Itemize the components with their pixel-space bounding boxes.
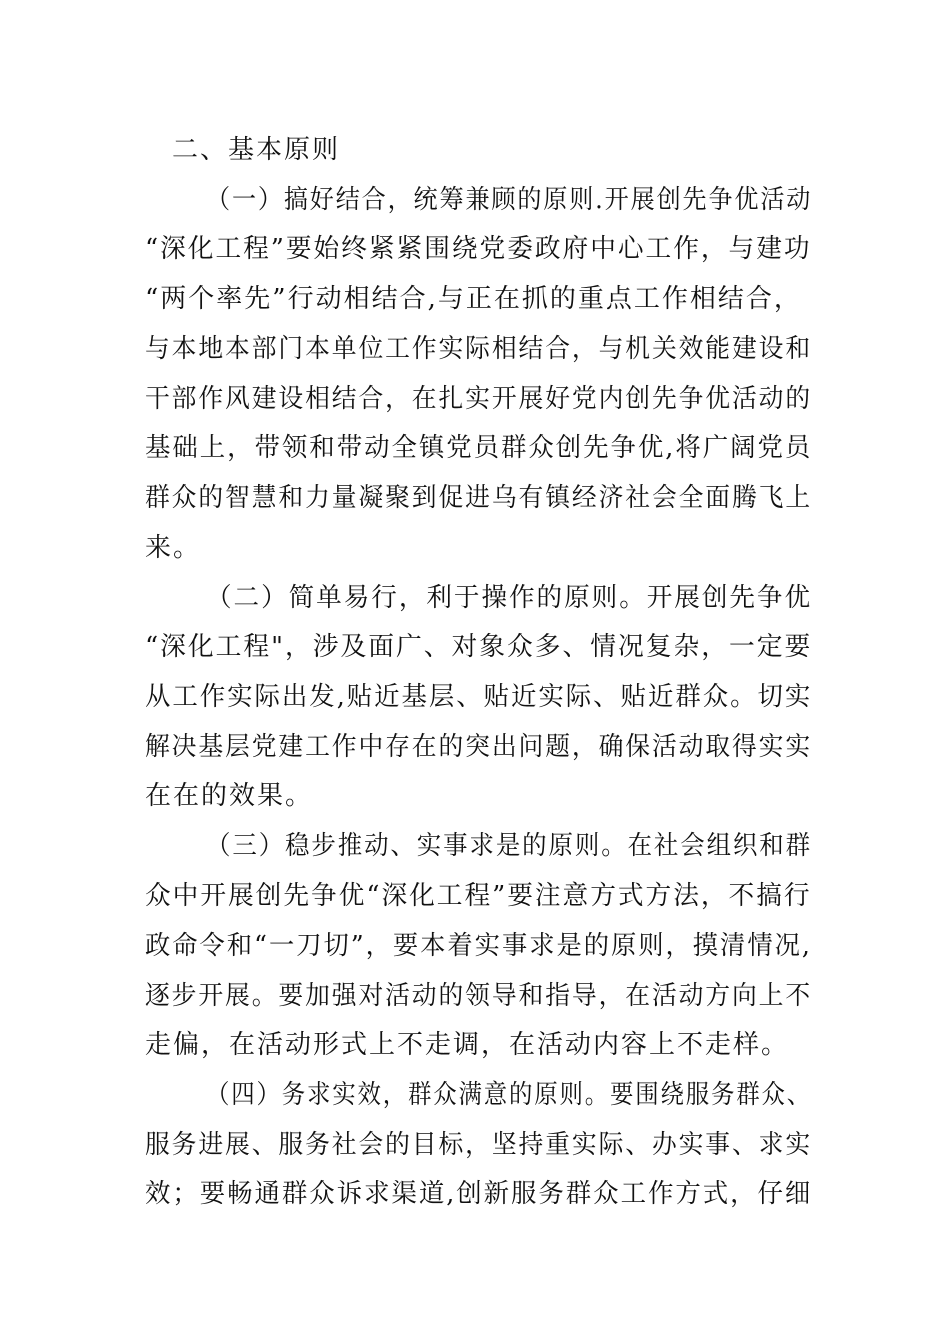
paragraph-2-line-1: （二）简单易行，利于操作的原则。开展创先争优 [206,583,813,613]
paragraph-1-line-4: 与本地本部门本单位工作实际相结合，与机关效能建设和 [145,334,813,364]
paragraph-1-line-3: “两个率先”行动相结合,与正在抓的重点工作相结合， [145,284,802,314]
paragraph-2-line-4: 解决基层党建工作中存在的突出问题，确保活动取得实实 [145,732,813,762]
paragraph-2-line-2: “深化工程"，涉及面广、对象众多、情况复杂，一定要 [145,632,813,662]
paragraph-1-line-5: 干部作风建设相结合，在扎实开展好党内创先争优活动的 [145,384,813,414]
paragraph-2-line-3: 从工作实际出发,贴近基层、贴近实际、贴近群众。切实 [145,682,813,712]
paragraph-1-line-7: 群众的智慧和力量凝聚到促进乌有镇经济社会全面腾飞上 [145,483,813,513]
paragraph-3-line-4: 逐步开展。要加强对活动的领导和指导，在活动方向上不 [145,981,813,1011]
paragraph-4-line-1: （四）务求实效，群众满意的原则。要围绕服务群众、 [206,1080,813,1110]
paragraph-3-line-3: 政命令和“一刀切”，要本着实事求是的原则，摸清情况, [145,931,812,961]
paragraph-2-line-5: 在在的效果。 [145,781,314,811]
section-heading: 二、基本原则 [172,135,341,165]
paragraph-3-line-2: 众中开展创先争优“深化工程”要注意方式方法，不搞行 [145,881,812,911]
paragraph-1-line-6: 基础上，带领和带动全镇党员群众创先争优,将广阔党员 [145,433,813,463]
paragraph-3-line-5: 走偏，在活动形式上不走调，在活动内容上不走样。 [145,1030,790,1060]
paragraph-4-line-3: 效；要畅通群众诉求渠道,创新服务群众工作方式，仔细 [145,1179,813,1209]
paragraph-1-line-8: 来。 [145,533,202,563]
paragraph-3-line-1: （三）稳步推动、实事求是的原则。在社会组织和群 [206,831,813,861]
paragraph-1-line-1: （一）搞好结合，统筹兼顾的原则.开展创先争优活动 [206,185,813,215]
paragraph-4-line-2: 服务进展、服务社会的目标，坚持重实际、办实事、求实 [145,1130,813,1160]
paragraph-1-line-2: “深化工程”要始终紧紧围绕党委政府中心工作，与建功 [145,234,812,264]
